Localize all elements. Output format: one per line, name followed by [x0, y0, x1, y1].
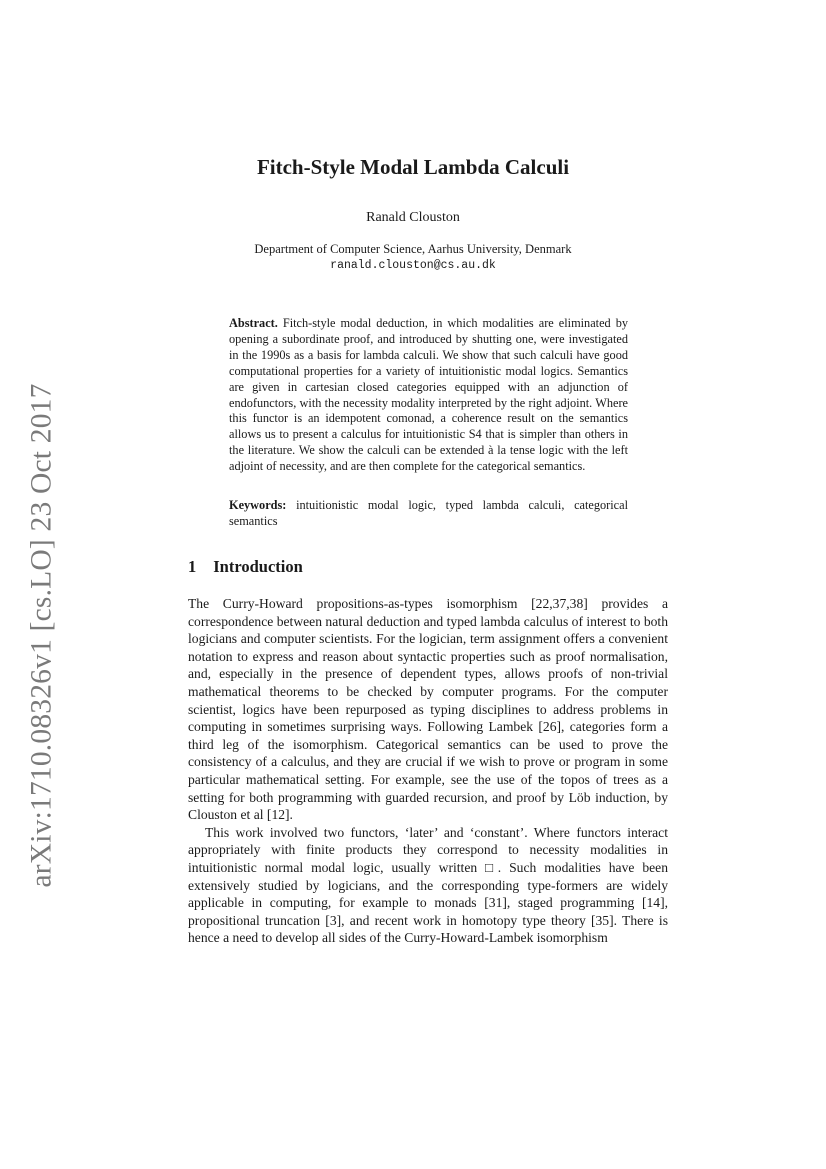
body-paragraph: This work involved two functors, ‘later’ and ‘constant’. Where functors interact appropriately with finite products they correspond to necessity modalities in intuitionistic normal modal logic, usually written □. Such modalities have been extensively studied by logicians, and the corresponding type-formers are widely applicable in computing, for example to monads [31], staged programming [14], propositional truncation [3], and recent work in homotopy type theory [35]. There is hence a need to develop all sides of the Curry-Howard-Lambek isomorphism — [188, 824, 668, 946]
abstract-text: Fitch-style modal deduction, in which modalities are eliminated by opening a subordinate proof, and introduced by shutting one, were investigated in the 1990s as a basis for lambda calculi. We show that such calculi have good computational properties for a variety of intuitionistic modal logics. Semantics are given in cartesian closed categories equipped with an adjunction of endofunctors, with the necessity modality interpreted by the right adjoint. Where this functor is an idempotent comonad, a coherence result on the semantics allows us to present a calculus for intuitionistic S4 that is simpler than others in the literature. We show the calculi can be extended à la tense logic with the left adjoint of necessity, and are then complete for the categorical semantics. — [229, 316, 628, 474]
section-heading-introduction — [188, 557, 303, 577]
section-title: Introduction — [213, 557, 303, 576]
author-name: Ranald Clouston — [366, 210, 460, 225]
arxiv-identifier-stamp — [22, 340, 62, 930]
abstract-label: Abstract. — [229, 316, 278, 330]
author-email: ranald.clouston@cs.au.dk — [330, 259, 496, 272]
paper-title: Fitch-Style Modal Lambda Calculi — [256, 155, 570, 179]
abstract-block — [229, 316, 628, 475]
keywords-label: Keywords: — [229, 498, 287, 512]
arxiv-identifier-text: arXiv:1710.08326v1 [cs.LO] 23 Oct 2017 — [25, 382, 58, 888]
section-number: 1 — [188, 557, 197, 576]
author-affiliation: Department of Computer Science, Aarhus University, Denmark — [254, 242, 572, 256]
body-paragraph: The Curry-Howard propositions-as-types isomorphism [22,37,38] provides a correspondence between natural deduction and typed lambda calculus of interest to both logicians and computer scientists. For the logician, term assignment offers a convenient notation to express and reason about syntactic properties such as proof normalisation, and, especially in the presence of dependent types, allows proofs of non-trivial mathematical theorems to be checked by computer programs. For the computer scientist, logics have been repurposed as typing disciplines to address problems in computing in sometimes surprising ways. Following Lambek [26], categories form a third leg of the isomorphism. Categorical semantics can be used to prove the consistency of a calculus, and they are crucial if we wish to prove or program in some particular mathematical setting. For example, see the use of the topos of trees as a setting for both programming with guarded recursion, and proof by Löb induction, by Clouston et al [12]. — [188, 596, 668, 823]
keywords-block — [229, 498, 628, 530]
introduction-body — [188, 595, 668, 947]
keywords-text: intuitionistic modal logic, typed lambda calculi, categorical semantics — [229, 498, 628, 528]
